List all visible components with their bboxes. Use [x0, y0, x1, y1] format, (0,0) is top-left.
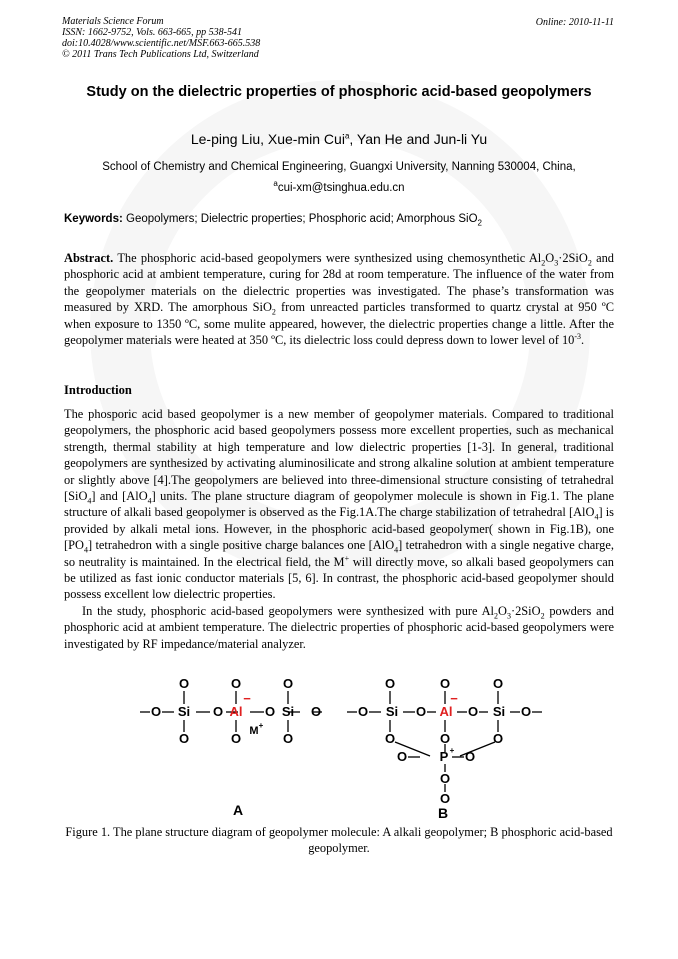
- atom-o: O: [439, 791, 451, 806]
- email-link[interactable]: cui-xm@tsinghua.edu.cn: [277, 182, 405, 194]
- intro-sub: 2: [494, 611, 498, 621]
- atom-o: O: [230, 731, 242, 746]
- phosphorus-charge: +: [449, 746, 455, 755]
- atom-o: O: [384, 731, 396, 746]
- atom-si: Si: [177, 704, 191, 719]
- atom-o: O: [467, 704, 479, 719]
- abstract: [64, 250, 614, 348]
- keywords: [64, 213, 616, 228]
- intro-text: O: [498, 603, 507, 618]
- atom-o: O: [310, 704, 322, 719]
- affiliation: [60, 157, 618, 199]
- keywords-label: Keywords:: [64, 213, 123, 225]
- atom-al: Al: [229, 704, 243, 719]
- intro-sub: 4: [87, 496, 92, 506]
- atom-p: P: [439, 749, 449, 764]
- header-doi: doi:10.4028/www.scientific.net/MSF.663-665.538: [62, 38, 261, 49]
- intro-paragraph-2: [64, 603, 614, 652]
- bonds: [140, 691, 542, 792]
- charge-minus: −: [243, 691, 251, 706]
- atom-o: O: [230, 676, 242, 691]
- email-sup: a: [273, 179, 278, 189]
- intro-paragraph-1: [64, 406, 614, 603]
- abstract-sub: 2: [271, 307, 276, 317]
- atom-o: O: [439, 771, 451, 786]
- atom-o: O: [178, 676, 190, 691]
- abstract-sub: 3: [554, 258, 559, 268]
- intro-sup: +: [344, 553, 350, 563]
- intro-text: ] tetrahedron with a single negative charge, so neutrality is maintained. In the electrical field, the M: [64, 538, 614, 569]
- author-list: [60, 131, 618, 147]
- keywords-sub: 2: [477, 218, 482, 228]
- atom-o: O: [396, 749, 408, 764]
- cation-m: M: [249, 725, 259, 737]
- abstract-text: ·2SiO: [558, 251, 588, 265]
- abstract-text: O: [545, 251, 555, 265]
- atom-o: O: [282, 731, 294, 746]
- section-heading-introduction: Introduction: [64, 383, 132, 397]
- intro-sub: 4: [147, 496, 152, 506]
- atom-si: Si: [281, 704, 295, 719]
- atom-o: O: [464, 749, 476, 764]
- intro-sub: 2: [540, 611, 545, 621]
- header-journal: Materials Science Forum: [62, 16, 164, 27]
- atom-o: O: [415, 704, 427, 719]
- figure-label-b: B: [437, 805, 449, 821]
- header-online-date: Online: 2010-11-11: [535, 17, 614, 28]
- atom-o: O: [439, 676, 451, 691]
- author-first: Le-ping Liu, Xue-min Cui: [190, 131, 345, 147]
- affiliation-line: School of Chemistry and Chemical Engineering, Guangxi University, Nanning 530004, China,: [102, 161, 576, 173]
- atom-o: O: [492, 676, 504, 691]
- atom-o: O: [520, 704, 532, 719]
- figure-label-a: A: [232, 802, 244, 818]
- abstract-text: and phosphoric acid at ambient temperature, curing for 28d at room temperature. The influence of the water from the geopolymer materials on the dielectric properties was investigated. The phase’s transformation was measured by XRD. The amorphous SiO: [64, 251, 615, 315]
- abstract-sub: 2: [587, 258, 592, 268]
- header-copyright: © 2011 Trans Tech Publications Ltd, Switzerland: [62, 49, 259, 60]
- intro-sub: 4: [83, 545, 88, 555]
- header-issn: ISSN: 1662-9752, Vols. 663-665, pp 538-541: [62, 27, 242, 38]
- intro-sub: 4: [594, 512, 599, 522]
- abstract-label: Abstract.: [64, 251, 114, 265]
- atom-o: O: [439, 731, 451, 746]
- abstract-text: from unreacted particles transformed to quartz crystal at 950 ºC when exposure to 1350 ºC, some mulite appeared, however, the dielectric properties change a little. After the geopolymer materials were heated at 350 ºC, its dielectric loss could depress down to lower level of 10: [64, 300, 615, 348]
- intro-text: powders and phosphoric acid at ambient temperature. The dielectric properties of phosphoric acid-based geopolymers were investigated by RF impedance/material analyzer.: [64, 603, 614, 651]
- atom-si: Si: [492, 704, 506, 719]
- atom-o: O: [282, 676, 294, 691]
- intro-text: will directly move, so alkali based geopolymers can be utilized as fast ionic conductor materials [5, 6]. In contrast, the phosphoric acid-based geopolymer should possess excellent low dielectric properties.: [64, 554, 614, 602]
- author-rest: , Yan He and Jun-li Yu: [349, 131, 488, 147]
- atom-o: O: [384, 676, 396, 691]
- intro-sub: 3: [506, 611, 511, 621]
- intro-text: In the study, phosphoric acid-based geopolymers were synthesized with pure Al: [82, 603, 494, 618]
- abstract-text: .: [581, 333, 585, 348]
- figure-1-diagram: [130, 672, 550, 822]
- intro-text: ·2SiO: [510, 603, 541, 618]
- introduction-body: [64, 406, 614, 652]
- intro-sub: 4: [394, 545, 399, 555]
- intro-text: ] units. The plane structure diagram of geopolymer molecule is shown in Fig.1. The plane structure of alkali based geopolymer is observed as the Fig.1A.The charge stabilization of tetrahedral [AlO: [64, 489, 614, 520]
- charge-minus: −: [450, 691, 458, 706]
- author-sup: a: [344, 131, 350, 141]
- figure-1-caption: Figure 1. The plane structure diagram of geopolymer molecule: A alkali geopolymer; B phosphoric acid-based geopolymer.: [65, 825, 613, 855]
- intro-text: ] and [AlO: [91, 489, 148, 504]
- intro-text: ] tetrahedron with a single positive charge balances one [AlO: [87, 538, 395, 553]
- atoms: [151, 676, 531, 821]
- atom-o: O: [178, 731, 190, 746]
- atom-o: O: [212, 704, 224, 719]
- atom-o: O: [492, 731, 504, 746]
- intro-text: ] is provided by alkali metal ions. However, in the phosphoric acid-based geopolymer( shown in Fig.1B), one [PO: [64, 505, 614, 553]
- abstract-sup: -3: [574, 331, 582, 341]
- affiliation-email-line: [60, 178, 618, 199]
- cation-charge: +: [258, 721, 264, 730]
- atom-si: Si: [385, 704, 399, 719]
- paper-title: Study on the dielectric properties of phosphoric acid-based geopolymers: [86, 84, 592, 100]
- atom-al: Al: [439, 704, 453, 719]
- abstract-text: The phosphoric acid-based geopolymers were synthesized using chemosynthetic Al: [117, 251, 542, 265]
- keywords-text: Geopolymers; Dielectric properties; Phosphoric acid; Amorphous SiO: [126, 213, 478, 225]
- abstract-sub: 2: [541, 258, 546, 268]
- atom-o: O: [357, 704, 369, 719]
- intro-text: The phosporic acid based geopolymer is a new member of geopolymer materials. Compared to traditional geopolymers, the phosphoric acid based geopolymers possess more excellent properties, such as mechanical strength, thermal stability at high temperature and low dielectric properties [1-3]. In general, traditional geopolymers are synthesized by activating aluminosilicate and strong alkaline solution at ambient temperature or slightly above [4].The geopolymers are believed into three-dimensional structure consisting of tetrahedral [SiO: [64, 407, 614, 504]
- atom-o: O: [150, 704, 162, 719]
- atom-o: O: [264, 704, 276, 719]
